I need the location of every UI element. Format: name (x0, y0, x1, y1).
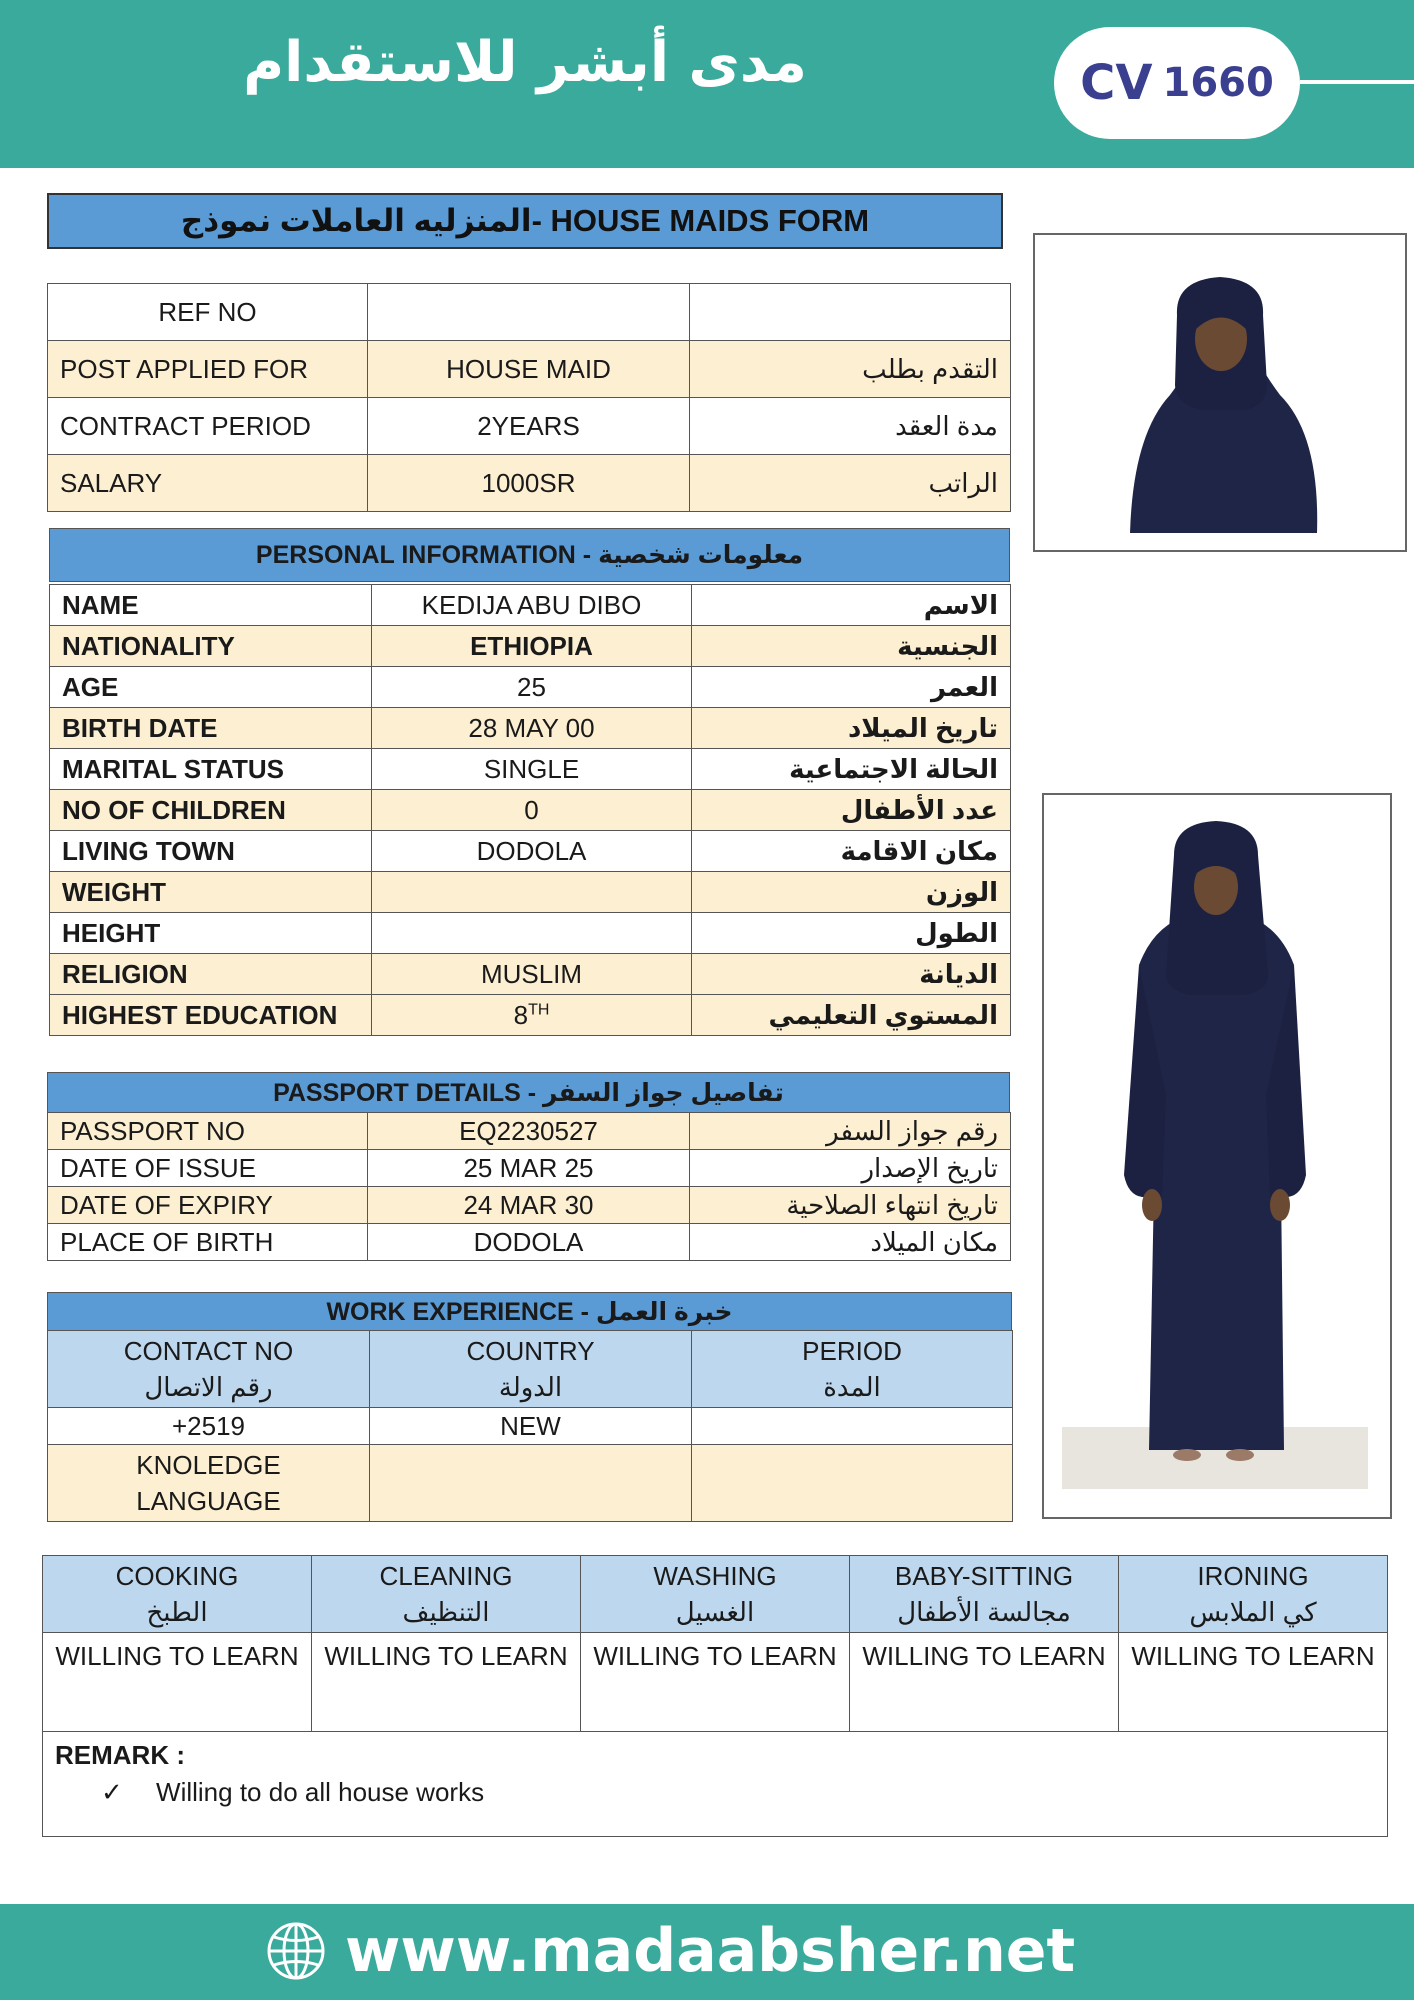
weight-label-ar: الوزن (692, 872, 1011, 913)
living-town-label: LIVING TOWN (50, 831, 372, 872)
skill-value: WILLING TO LEARN (581, 1633, 850, 1732)
marital-label: MARITAL STATUS (50, 749, 372, 790)
table-row (48, 1150, 1011, 1187)
personal-info-header (49, 528, 1010, 582)
expiry-date-value: 24 MAR 30 (368, 1187, 690, 1224)
passport-no-value: EQ2230527 (368, 1113, 690, 1150)
issue-date-value: 25 MAR 25 (368, 1150, 690, 1187)
table-row (48, 1331, 1013, 1408)
height-label-ar: الطول (692, 913, 1011, 954)
contact-header-en: CONTACT NO (123, 1336, 294, 1366)
ref-no-label-ar (690, 284, 1011, 341)
portrait-figure (1035, 235, 1405, 550)
cv-badge (1054, 27, 1300, 139)
period-value (692, 1408, 1013, 1445)
education-value (372, 995, 692, 1036)
website-link[interactable] (265, 1916, 1075, 1986)
table-row (50, 872, 1011, 913)
marital-value: SINGLE (372, 749, 692, 790)
issue-date-label: DATE OF ISSUE (48, 1150, 368, 1187)
skill-name-ar: كي الملابس (1189, 1597, 1317, 1627)
age-label-ar: العمر (692, 667, 1011, 708)
work-table (47, 1330, 1013, 1522)
application-table (47, 283, 1011, 512)
post-label-ar: التقدم بطلب (690, 341, 1011, 398)
table-row (43, 1556, 1388, 1633)
nationality-value: ETHIOPIA (372, 626, 692, 667)
table-row (50, 790, 1011, 831)
height-value (372, 913, 692, 954)
skill-name-en: COOKING (115, 1561, 239, 1591)
table-row (50, 913, 1011, 954)
full-body-figure (1044, 795, 1390, 1517)
portrait-photo (1033, 233, 1407, 552)
education-grade: 8 (513, 999, 529, 1030)
contact-header-ar: رقم الاتصال (144, 1372, 273, 1402)
form-title: المنزليه العاملات نموذج- HOUSE MAIDS FORM (47, 193, 1003, 249)
table-row (48, 1445, 1013, 1522)
name-label-ar: الاسم (692, 585, 1011, 626)
skill-value: WILLING TO LEARN (1119, 1633, 1388, 1732)
age-value: 25 (372, 667, 692, 708)
birth-date-label: BIRTH DATE (50, 708, 372, 749)
ref-no-value (368, 284, 690, 341)
table-row (48, 455, 1011, 512)
contract-label-ar: مدة العقد (690, 398, 1011, 455)
age-label: AGE (50, 667, 372, 708)
skill-value: WILLING TO LEARN (43, 1633, 312, 1732)
skill-name-en: WASHING (653, 1561, 777, 1591)
place-of-birth-value: DODOLA (368, 1224, 690, 1261)
header-divider (1300, 80, 1414, 84)
contract-value: 2YEARS (368, 398, 690, 455)
table-row (50, 626, 1011, 667)
table-row (48, 341, 1011, 398)
skill-header-washing (581, 1556, 850, 1633)
salary-label: SALARY (48, 455, 368, 512)
table-row (48, 1113, 1011, 1150)
footer-bar (0, 1904, 1414, 2000)
skill-name-ar: التنظيف (402, 1597, 490, 1627)
living-town-value: DODOLA (372, 831, 692, 872)
skill-header-ironing (1119, 1556, 1388, 1633)
table-row (48, 1408, 1013, 1445)
religion-label-ar: الديانة (692, 954, 1011, 995)
contract-label: CONTRACT PERIOD (48, 398, 368, 455)
cv-prefix: CV (1080, 55, 1153, 111)
skill-header-cleaning (312, 1556, 581, 1633)
place-of-birth-label-ar: مكان الميلاد (690, 1224, 1011, 1261)
skill-value: WILLING TO LEARN (850, 1633, 1119, 1732)
children-label-ar: عدد الأطفال (692, 790, 1011, 831)
remark-text: Willing to do all house works (156, 1777, 485, 1807)
knowledge-cell (692, 1445, 1013, 1522)
issue-date-label-ar: تاريخ الإصدار (690, 1150, 1011, 1187)
knowledge-label: KNOLEDGE (136, 1450, 281, 1480)
period-header-en: PERIOD (802, 1336, 902, 1366)
name-label: NAME (50, 585, 372, 626)
table-row (50, 667, 1011, 708)
table-row (50, 585, 1011, 626)
cv-number: 1660 (1162, 60, 1274, 106)
table-row (43, 1732, 1388, 1837)
table-row (48, 398, 1011, 455)
contact-value: +2519 (48, 1408, 370, 1445)
passport-table (47, 1112, 1011, 1261)
period-header (692, 1331, 1013, 1408)
passport-no-label-ar: رقم جواز السفر (690, 1113, 1011, 1150)
brand-name: مدى أبشر للاستقدام (243, 30, 807, 95)
table-row (50, 749, 1011, 790)
skill-name-en: CLEANING (379, 1561, 513, 1591)
table-row (48, 1187, 1011, 1224)
birth-date-label-ar: تاريخ الميلاد (692, 708, 1011, 749)
nationality-label: NATIONALITY (50, 626, 372, 667)
country-value: NEW (370, 1408, 692, 1445)
checkmark-icon: ✓ (101, 1777, 123, 1807)
living-town-label-ar: مكان الاقامة (692, 831, 1011, 872)
personal-info-table (49, 584, 1011, 1036)
birth-date-value: 28 MAY 00 (372, 708, 692, 749)
country-header-ar: الدولة (498, 1372, 563, 1402)
table-row (50, 995, 1011, 1036)
remark-item (55, 1777, 1375, 1808)
language-label: LANGUAGE (136, 1486, 281, 1516)
passport-title: PASSPORT DETAILS - تفاصيل جواز السفر (48, 1073, 1010, 1114)
name-value: KEDIJA ABU DIBO (372, 585, 692, 626)
website-url: www.madaabsher.net (345, 1916, 1076, 1986)
skill-header-baby-sitting (850, 1556, 1119, 1633)
salary-value: 1000SR (368, 455, 690, 512)
header-bar (0, 0, 1414, 168)
skill-name-en: BABY-SITTING (894, 1561, 1074, 1591)
work-title: WORK EXPERIENCE - خبرة العمل (48, 1293, 1012, 1332)
education-label: HIGHEST EDUCATION (50, 995, 372, 1036)
skill-header-cooking (43, 1556, 312, 1633)
weight-label: WEIGHT (50, 872, 372, 913)
skill-name-ar: الطبخ (146, 1597, 208, 1627)
weight-value (372, 872, 692, 913)
globe-icon (265, 1920, 327, 1982)
expiry-date-label-ar: تاريخ انتهاء الصلاحية (690, 1187, 1011, 1224)
post-value: HOUSE MAID (368, 341, 690, 398)
education-suffix: TH (528, 1000, 550, 1018)
education-label-ar: المستوي التعليمي (692, 995, 1011, 1036)
passport-header (47, 1072, 1010, 1114)
country-header (370, 1331, 692, 1408)
table-row (48, 284, 1011, 341)
height-label: HEIGHT (50, 913, 372, 954)
table-row (43, 1633, 1388, 1732)
religion-label: RELIGION (50, 954, 372, 995)
passport-no-label: PASSPORT NO (48, 1113, 368, 1150)
marital-label-ar: الحالة الاجتماعية (692, 749, 1011, 790)
knowledge-language-label (48, 1445, 370, 1522)
children-value: 0 (372, 790, 692, 831)
table-row (48, 1224, 1011, 1261)
religion-value: MUSLIM (372, 954, 692, 995)
skill-name-ar: الغسيل (675, 1597, 755, 1627)
remark-cell (43, 1732, 1388, 1837)
skill-name-en: IRONING (1197, 1561, 1309, 1591)
skill-name-ar: مجالسة الأطفال (897, 1597, 1071, 1627)
nationality-label-ar: الجنسية (692, 626, 1011, 667)
country-header-en: COUNTRY (466, 1336, 595, 1366)
remark-label: REMARK : (55, 1740, 185, 1770)
table-row (50, 954, 1011, 995)
expiry-date-label: DATE OF EXPIRY (48, 1187, 368, 1224)
skills-table (42, 1555, 1388, 1837)
salary-label-ar: الراتب (690, 455, 1011, 512)
personal-info-title: PERSONAL INFORMATION - معلومات شخصية (50, 529, 1010, 582)
skill-value: WILLING TO LEARN (312, 1633, 581, 1732)
children-label: NO OF CHILDREN (50, 790, 372, 831)
work-header (47, 1292, 1012, 1332)
post-label: POST APPLIED FOR (48, 341, 368, 398)
place-of-birth-label: PLACE OF BIRTH (48, 1224, 368, 1261)
contact-header (48, 1331, 370, 1408)
knowledge-cell (370, 1445, 692, 1522)
ref-no-label: REF NO (48, 284, 368, 341)
table-row (50, 831, 1011, 872)
table-row (50, 708, 1011, 749)
full-body-photo (1042, 793, 1392, 1519)
period-header-ar: المدة (823, 1372, 881, 1402)
